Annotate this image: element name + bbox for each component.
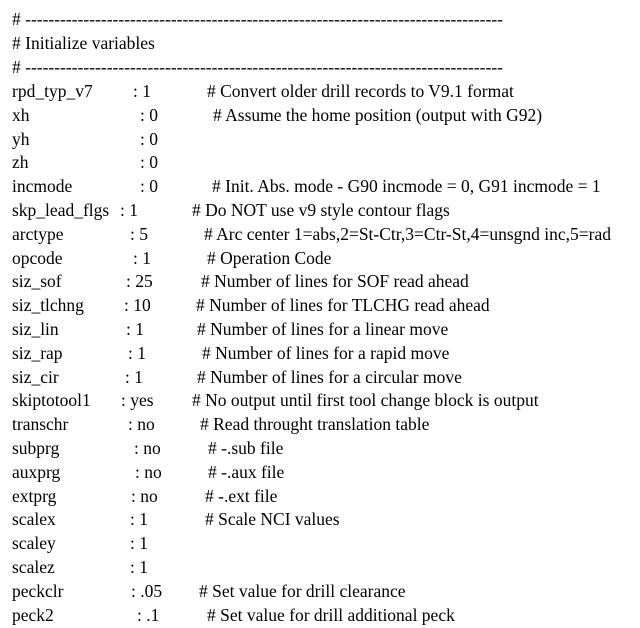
variable-comment: # Number of lines for a rapid move bbox=[202, 342, 450, 363]
variable-name: siz_tlchng bbox=[12, 295, 84, 316]
header-title: # Initialize variables bbox=[12, 33, 155, 53]
variable-comment: # Number of lines for SOF read ahead bbox=[201, 271, 469, 292]
variable-name: zh bbox=[12, 152, 29, 173]
variable-name: opcode bbox=[12, 247, 63, 268]
variable-value: : 0 bbox=[140, 128, 158, 149]
variable-name: transchr bbox=[12, 414, 69, 435]
variable-value: : no bbox=[128, 414, 155, 435]
variable-comment: # Assume the home position (output with G92) bbox=[213, 104, 543, 125]
variable-name: siz_sof bbox=[12, 271, 62, 292]
variable-value: : 1 bbox=[133, 247, 151, 268]
variable-value: : .05 bbox=[131, 580, 163, 601]
variable-value: : no bbox=[134, 438, 161, 458]
variable-name: incmode bbox=[12, 176, 73, 197]
variable-comment: # Read throught translation table bbox=[200, 414, 430, 435]
variable-value: : 1 bbox=[128, 342, 146, 363]
variable-name: siz_rap bbox=[12, 342, 63, 363]
variable-name: skp_lead_flgs bbox=[12, 200, 110, 220]
variable-name: rpd_typ_v7 bbox=[12, 81, 93, 101]
variable-comment: # -.aux file bbox=[208, 461, 285, 482]
variable-value: : 1 bbox=[125, 366, 143, 387]
variable-value: : yes bbox=[121, 390, 154, 411]
variable-value: : 10 bbox=[124, 295, 151, 316]
variable-name: auxprg bbox=[12, 461, 61, 482]
variable-comment: # Do NOT use v9 style contour flags bbox=[192, 200, 450, 220]
variable-name: scalex bbox=[12, 509, 56, 530]
variable-name: scalez bbox=[12, 557, 55, 577]
header-rule-bottom: # ---------------------------------------------------------------------------------- bbox=[12, 57, 503, 77]
variable-value: : 1 bbox=[126, 319, 144, 339]
variable-value: : 1 bbox=[130, 509, 148, 530]
variable-name: xh bbox=[12, 104, 30, 125]
variable-value: : 1 bbox=[130, 557, 148, 577]
variable-name: yh bbox=[12, 128, 30, 149]
variable-name: peck2 bbox=[12, 604, 54, 625]
variable-comment: # Convert older drill records to V9.1 format bbox=[207, 81, 514, 101]
variable-comment: # Set value for drill clearance bbox=[199, 580, 406, 601]
variable-value: : 5 bbox=[130, 223, 148, 244]
variable-name: subprg bbox=[12, 438, 60, 458]
variable-value: : .1 bbox=[137, 604, 160, 625]
variable-value: : 25 bbox=[126, 271, 153, 292]
variable-comment: # Init. Abs. mode - G90 incmode = 0, G91 incmode = 1 bbox=[212, 176, 601, 197]
variable-comment: # Scale NCI values bbox=[205, 509, 340, 530]
variable-value: : 1 bbox=[130, 533, 148, 554]
variable-value: : no bbox=[131, 485, 158, 506]
variable-comment: # Number of lines for a circular move bbox=[197, 366, 462, 387]
variable-name: siz_lin bbox=[12, 319, 59, 339]
header-rule-top: # ---------------------------------------------------------------------------------- bbox=[12, 9, 503, 29]
variable-name: scaley bbox=[12, 533, 56, 554]
variable-comment: # Operation Code bbox=[207, 247, 332, 268]
variable-comment: # Number of lines for TLCHG read ahead bbox=[196, 295, 490, 316]
variable-comment: # Arc center 1=abs,2=St-Ctr,3=Ctr-St,4=unsgnd inc,5=rad bbox=[204, 223, 611, 244]
variable-comment: # -.sub file bbox=[208, 438, 284, 458]
variable-value: : 0 bbox=[140, 176, 158, 197]
variable-name: peckclr bbox=[12, 580, 64, 601]
variable-value: : 1 bbox=[120, 200, 138, 220]
variable-name: skiptotool1 bbox=[12, 390, 91, 411]
variable-value: : 0 bbox=[140, 152, 158, 173]
variable-comment: # No output until first tool change block is output bbox=[192, 390, 539, 411]
variable-value: : 1 bbox=[133, 81, 151, 101]
variable-name: extprg bbox=[12, 485, 57, 506]
variable-value: : 0 bbox=[140, 104, 158, 125]
variable-name: siz_cir bbox=[12, 366, 59, 387]
variable-name: arctype bbox=[12, 223, 64, 244]
variable-comment: # Set value for drill additional peck bbox=[207, 604, 455, 625]
variable-value: : no bbox=[135, 461, 162, 482]
variable-comment: # -.ext file bbox=[205, 485, 278, 506]
variable-comment: # Number of lines for a linear move bbox=[197, 319, 449, 339]
